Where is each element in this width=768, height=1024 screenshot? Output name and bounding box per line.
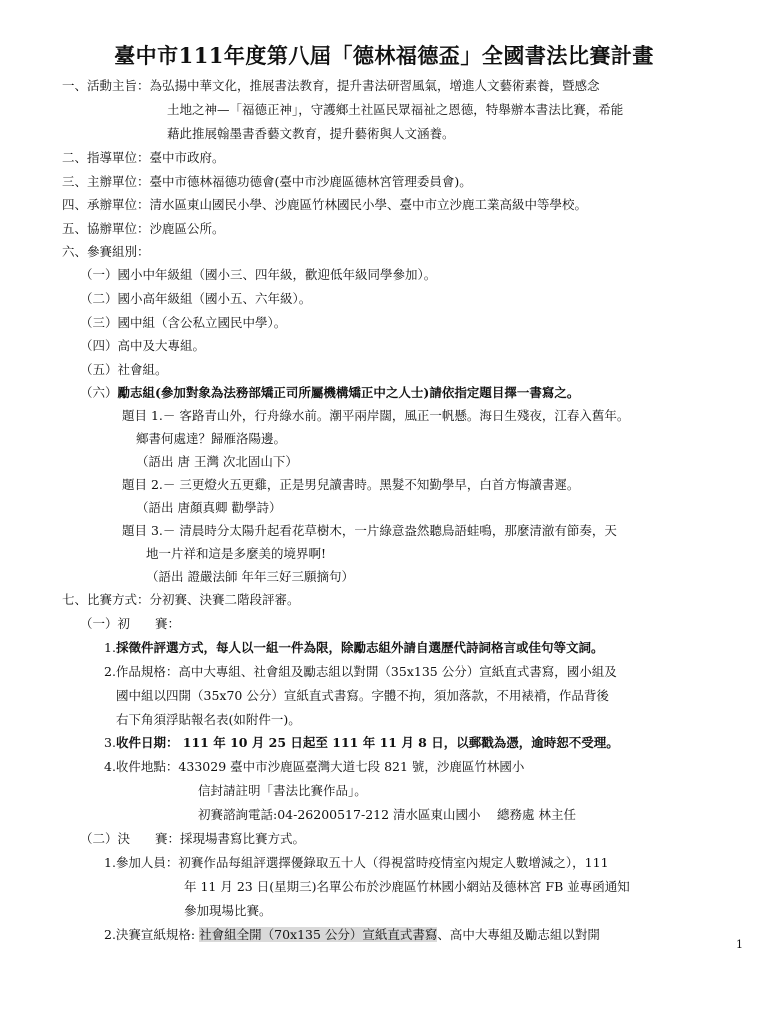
highlighted-paper-spec: 社會組全開（70x135 公分）宣紙直式書寫 bbox=[199, 927, 438, 942]
prelim-item-2-line-1: 2.作品規格：高中大專組、社會組及勵志組以對開（35x135 公分）宣紙直式書寫，國小組及 bbox=[104, 664, 617, 679]
prelim-item-2-line-2: 國中組以四開（35x70 公分）宣紙直式書寫。字體不拘，須加落款，不用裱褙，作品背後 bbox=[116, 688, 609, 703]
executing-units: 四、承辦單位：清水區東山國民小學、沙鹿區竹林國民小學、臺中市立沙鹿工業高級中等學校。 bbox=[62, 197, 588, 212]
prelim-item-1-text: 採徵件評選方式，每人以一組一件為限，除勵志組外請自選歷代詩詞格言或佳句等文詞。 bbox=[115, 640, 604, 655]
prelim-item-4-line-2: 信封請註明「書法比賽作品」。 bbox=[198, 783, 367, 798]
final-item-1-line-2: 年 11 月 23 日(星期三)名單公布於沙鹿區竹林國小網站及德林宮 FB 並專函通知 bbox=[184, 879, 630, 894]
group-6-text: 勵志組(參加對象為法務部矯正司所屬機構矯正中之人士)請依指定題目擇一書寫之。 bbox=[117, 385, 580, 400]
co-organizer: 五、協辦單位：沙鹿區公所。 bbox=[62, 221, 225, 236]
group-3: （三）國中組（含公私立國民中學）。 bbox=[80, 315, 287, 330]
final-item-2-label: 2.決賽宣紙規格: bbox=[104, 927, 200, 942]
topic-2-source: （語出 唐顏真卿 勸學詩） bbox=[136, 500, 282, 515]
topic-3-line-1: 題目 3.－ 清晨時分太陽升起看花草樹木，一片綠意盎然聽鳥語蛙鳴，那麼清澈有節奏，天 bbox=[122, 523, 617, 538]
topic-1-line-1: 題目 1.－ 客路青山外，行舟綠水前。潮平兩岸闊，風正一帆懸。海日生殘夜，江春入舊年。 bbox=[122, 408, 630, 423]
topic-3-source: （語出 證嚴法師 年年三好三願摘句） bbox=[146, 569, 354, 584]
prelim-item-1-number: 1. bbox=[104, 640, 116, 655]
group-2: （二）國小高年級組（國小五、六年級）。 bbox=[80, 291, 312, 306]
prelim-item-4-line-3: 初賽諮詢電話:04-26200517-212 清水區東山國小 總務處 林主任 bbox=[198, 807, 576, 822]
purpose-line-2: 土地之神—「福德正神」，守護鄉土社區民眾福祉之恩德，特舉辦本書法比賽，希能 bbox=[167, 102, 624, 117]
preliminary-heading: （一）初 賽： bbox=[80, 616, 181, 631]
purpose-line-3: 藉此推展翰墨書香藝文教育，提升藝術與人文涵養。 bbox=[167, 126, 455, 141]
page-title: 臺中市111年度第八屆「德林福德盃」全國書法比賽計畫 bbox=[114, 43, 654, 68]
prelim-item-2-line-3: 右下角須浮貼報名表(如附件一)。 bbox=[116, 712, 301, 727]
group-1: （一）國小中年級組（國小三、四年級，歡迎低年級同學參加）。 bbox=[80, 267, 437, 282]
groups-heading: 六、參賽組別： bbox=[62, 244, 150, 259]
group-4: （四）高中及大專組。 bbox=[80, 338, 206, 353]
purpose-line-1: 一、活動主旨：為弘揚中華文化，推展書法教育，提升書法研習風氣，增進人文藝術素養，暨感念 bbox=[62, 78, 600, 93]
final-item-2 bbox=[104, 927, 600, 943]
guiding-unit: 二、指導單位：臺中市政府。 bbox=[62, 150, 225, 165]
group-5: （五）社會組。 bbox=[80, 362, 168, 377]
final-heading: （二）決 賽：採現場書寫比賽方式。 bbox=[80, 831, 306, 846]
competition-method: 七、比賽方式：分初賽、決賽二階段評審。 bbox=[62, 592, 300, 607]
page-number: 1 bbox=[736, 938, 743, 951]
final-item-1-line-3: 參加現場比賽。 bbox=[184, 903, 272, 918]
final-item-1-line-1: 1.參加人員：初賽作品每組評選擇優錄取五十人（得視當時疫情室內規定人數增減之），111 bbox=[104, 855, 609, 870]
topic-1-line-2: 鄉書何處達？歸雁洛陽邊。 bbox=[136, 431, 287, 446]
topic-1-source: （語出 唐 王灣 次北固山下） bbox=[136, 454, 298, 469]
prelim-item-4-line-1: 4.收件地點：433029 臺中市沙鹿區臺灣大道七段 821 號，沙鹿區竹林國小 bbox=[104, 759, 525, 774]
prelim-item-3-text: 收件日期： 111 年 10 月 25 日起至 111 年 11 月 8 日，以郵戳為憑，逾時恕不受理。 bbox=[115, 735, 619, 750]
organizer: 三、主辦單位：臺中市德林福德功德會(臺中市沙鹿區德林宮管理委員會)。 bbox=[62, 174, 472, 189]
group-6-number: （六） bbox=[80, 385, 118, 400]
topic-3-line-2: 地一片祥和這是多麼美的境界啊! bbox=[146, 546, 327, 561]
group-6 bbox=[80, 385, 579, 401]
topic-2-line-1: 題目 2.－ 三更燈火五更雞，正是男兒讀書時。黑髮不知勤學早，白首方悔讀書遲。 bbox=[122, 477, 580, 492]
final-item-2-rest: 、高中大專組及勵志組以對開 bbox=[437, 927, 600, 942]
prelim-item-3-number: 3. bbox=[104, 735, 116, 750]
prelim-item-1 bbox=[104, 640, 603, 656]
prelim-item-3 bbox=[104, 735, 619, 751]
